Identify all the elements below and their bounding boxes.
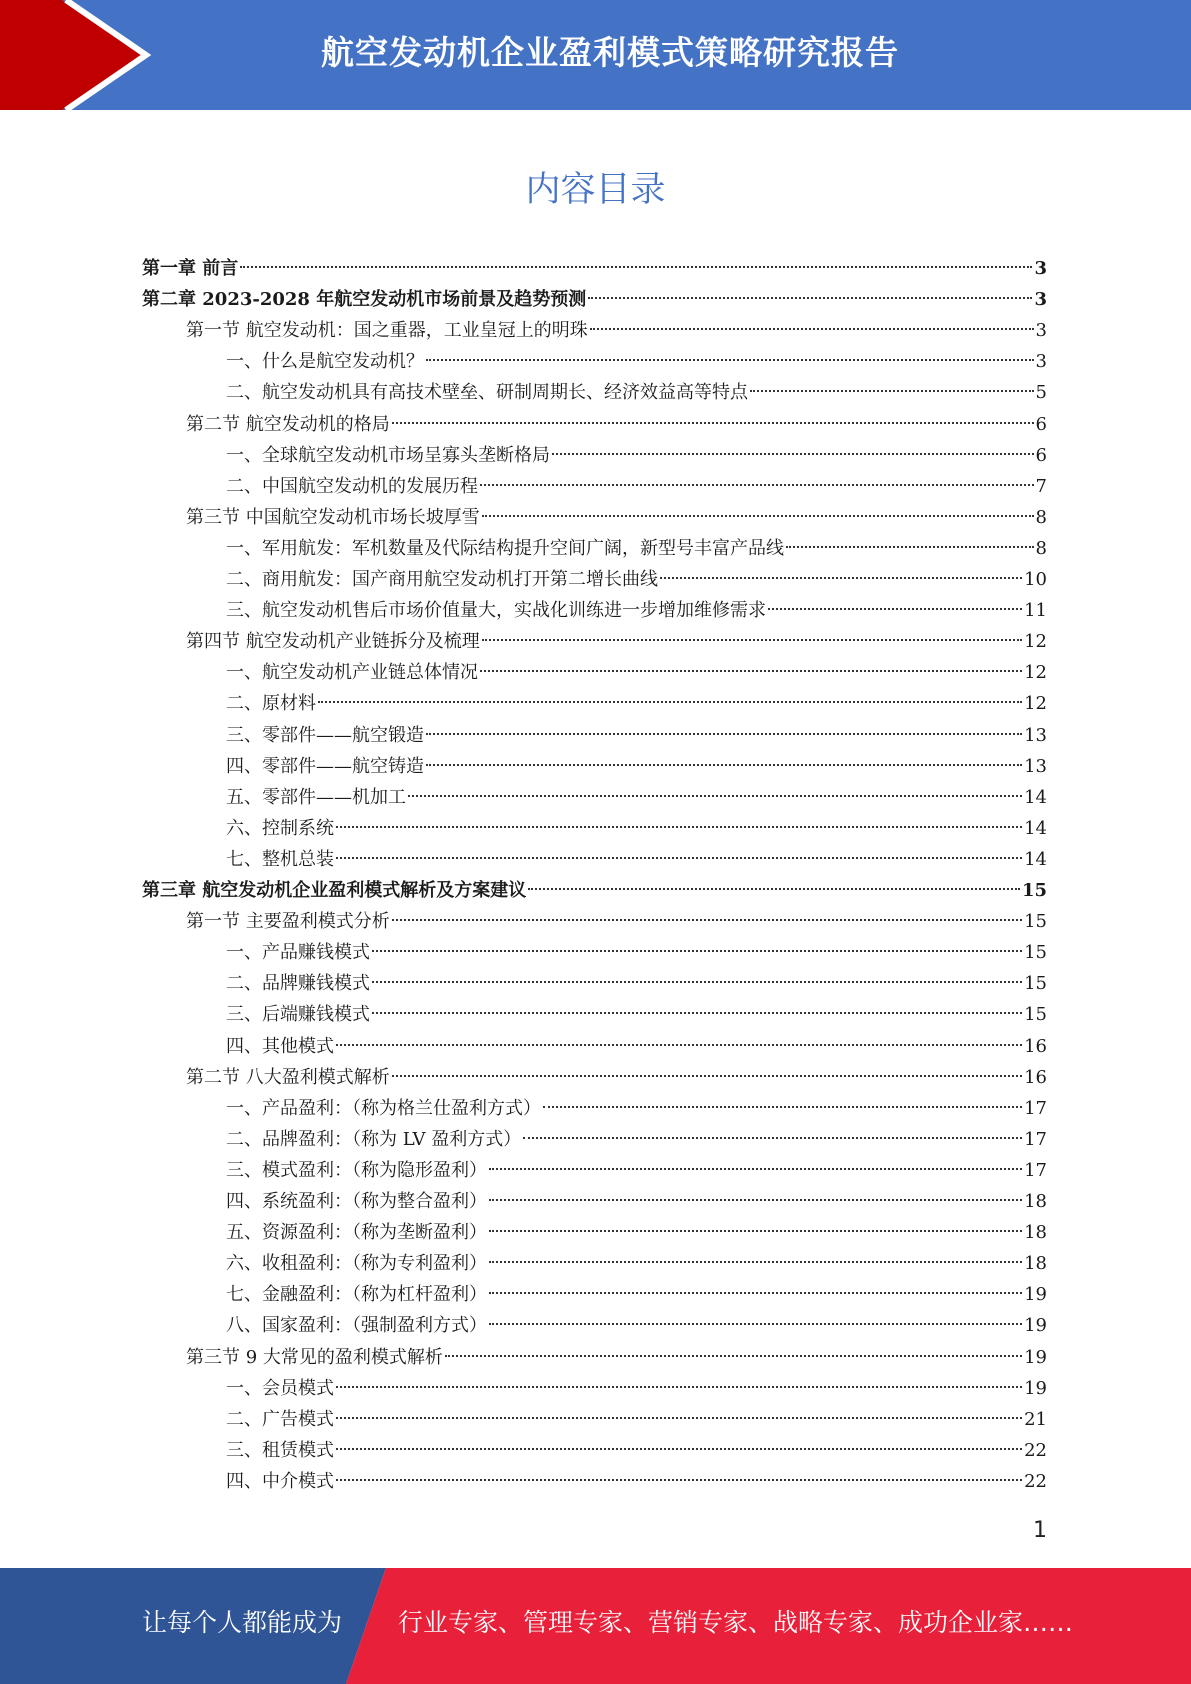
toc-entry-page: 8 (1035, 507, 1047, 528)
toc-entry-title: 第二节 八大盈利模式解析 (186, 1067, 390, 1088)
page-number: 1 (1033, 1518, 1047, 1543)
toc-leader-dots (336, 857, 1022, 859)
toc-entry[interactable] (226, 999, 1047, 1030)
toc-entry[interactable] (226, 1217, 1047, 1248)
toc-leader-dots (489, 1230, 1022, 1232)
toc-leader-dots (480, 484, 1034, 486)
toc-leader-dots (426, 359, 1034, 361)
toc-entry-title: 七、整机总装 (226, 849, 334, 870)
toc-entry[interactable] (226, 346, 1047, 377)
footer-slogan-left: 让每个人都能成为 (142, 1608, 343, 1637)
toc-entry-page: 12 (1024, 662, 1047, 683)
toc-leader-dots (489, 1323, 1022, 1325)
toc-entry-title: 第二章 2023-2028 年航空发动机市场前景及趋势预测 (142, 289, 587, 310)
toc-entry[interactable] (226, 1031, 1047, 1062)
toc-entry-page: 3 (1034, 289, 1047, 310)
toc-leader-dots (372, 981, 1022, 983)
toc-entry[interactable] (226, 440, 1047, 471)
toc-entry-page: 15 (1021, 880, 1047, 901)
toc-entry[interactable] (226, 1404, 1047, 1435)
toc-entry-page: 15 (1024, 1004, 1047, 1025)
toc-entry-title: 第一节 航空发动机：国之重器，工业皇冠上的明珠 (186, 320, 588, 341)
toc-entry-title: 七、金融盈利：（称为杠杆盈利） (226, 1284, 487, 1305)
toc-entry-title: 第一章 前言 (142, 258, 239, 279)
toc-entry[interactable] (186, 502, 1047, 533)
toc-entry[interactable] (226, 1310, 1047, 1341)
header-banner (0, 0, 1191, 110)
toc-entry-title: 第四节 航空发动机产业链拆分及梳理 (186, 631, 480, 652)
toc-entry-page: 16 (1024, 1036, 1047, 1057)
toc-entry[interactable] (186, 1062, 1047, 1093)
toc-entry-page: 14 (1024, 787, 1047, 808)
toc-leader-dots (552, 453, 1034, 455)
toc-entry-title: 二、品牌盈利：（称为 LV 盈利方式） (226, 1129, 522, 1150)
toc-entry[interactable] (226, 782, 1047, 813)
toc-entry-title: 三、租赁模式 (226, 1440, 334, 1461)
toc-entry[interactable] (226, 1186, 1047, 1217)
toc-entry-page: 8 (1035, 538, 1047, 559)
toc-leader-dots (336, 1417, 1022, 1419)
toc-entry-page: 22 (1024, 1440, 1047, 1461)
toc-leader-dots (543, 1106, 1022, 1108)
toc-entry-page: 15 (1024, 942, 1047, 963)
toc-entry[interactable] (186, 626, 1047, 657)
toc-entry-title: 五、零部件——机加工 (226, 787, 406, 808)
toc-entry-page: 19 (1024, 1315, 1047, 1336)
toc-entry-page: 12 (1024, 693, 1047, 714)
toc-leader-dots (489, 1168, 1022, 1170)
toc-entry-title: 八、国家盈利：（强制盈利方式） (226, 1315, 487, 1336)
toc-entry-title: 五、资源盈利：（称为垄断盈利） (226, 1222, 487, 1243)
toc-leader-dots (489, 1199, 1022, 1201)
toc-entry-title: 第三节 9 大常见的盈利模式解析 (186, 1347, 443, 1368)
toc-entry-page: 19 (1024, 1347, 1047, 1368)
toc-leader-dots (336, 1479, 1022, 1481)
toc-entry-page: 13 (1024, 756, 1047, 777)
toc-entry[interactable] (226, 1373, 1047, 1404)
toc-leader-dots (588, 297, 1032, 299)
toc-entry-page: 15 (1024, 911, 1047, 932)
toc-entry-title: 一、产品盈利：（称为格兰仕盈利方式） (226, 1098, 541, 1119)
toc-leader-dots (392, 1075, 1022, 1077)
toc-entry[interactable] (226, 1466, 1047, 1497)
toc-leader-dots (750, 390, 1034, 392)
toc-leader-dots (392, 422, 1034, 424)
toc-leader-dots (426, 764, 1022, 766)
toc-entry-title: 三、零部件——航空锻造 (226, 725, 424, 746)
toc-entry-title: 四、中介模式 (226, 1471, 334, 1492)
toc-entry-page: 17 (1024, 1098, 1047, 1119)
toc-entry[interactable] (226, 968, 1047, 999)
toc-entry[interactable] (226, 688, 1047, 719)
toc-entry-page: 18 (1024, 1191, 1047, 1212)
report-title: 航空发动机企业盈利模式策略研究报告 (321, 33, 899, 72)
toc-entry-title: 六、收租盈利：（称为专利盈利） (226, 1253, 487, 1274)
toc-entry[interactable] (142, 875, 1047, 906)
toc-entry-title: 三、模式盈利：（称为隐形盈利） (226, 1160, 487, 1181)
toc-entry[interactable] (226, 844, 1047, 875)
toc-entry[interactable] (186, 1342, 1047, 1373)
toc-entry-title: 四、其他模式 (226, 1036, 334, 1057)
toc-entry-title: 三、后端赚钱模式 (226, 1004, 370, 1025)
toc-leader-dots (768, 608, 1022, 610)
toc-entry-page: 10 (1024, 569, 1047, 590)
toc-leader-dots (392, 919, 1022, 921)
toc-leader-dots (336, 1386, 1022, 1388)
toc-leader-dots (240, 266, 1032, 268)
toc-entry-page: 5 (1035, 382, 1047, 403)
toc-entry-page: 17 (1024, 1160, 1047, 1181)
toc-entry-page: 6 (1035, 414, 1047, 435)
toc-entry-title: 二、航空发动机具有高技术壁垒、研制周期长、经济效益高等特点 (226, 382, 748, 403)
toc-entry[interactable] (226, 471, 1047, 502)
toc-entry[interactable] (186, 315, 1047, 346)
toc-entry-title: 一、产品赚钱模式 (226, 942, 370, 963)
toc-entry-page: 14 (1024, 849, 1047, 870)
toc-entry-page: 3 (1035, 351, 1047, 372)
toc-leader-dots (426, 733, 1022, 735)
toc-entry-title: 一、全球航空发动机市场呈寡头垄断格局 (226, 445, 550, 466)
toc-entry[interactable] (226, 751, 1047, 782)
toc-leader-dots (480, 670, 1022, 672)
footer-banner (0, 1568, 1191, 1684)
toc-entry-title: 四、零部件——航空铸造 (226, 756, 424, 777)
toc-leader-dots (336, 1044, 1022, 1046)
toc-entry[interactable] (226, 1155, 1047, 1186)
toc-entry-page: 16 (1024, 1067, 1047, 1088)
toc-entry-page: 13 (1024, 725, 1047, 746)
toc-entry-page: 18 (1024, 1253, 1047, 1274)
toc-leader-dots (336, 826, 1022, 828)
toc-entry[interactable] (226, 1248, 1047, 1279)
toc-entry-title: 一、什么是航空发动机？ (226, 351, 424, 372)
toc-entry-title: 一、航空发动机产业链总体情况 (226, 662, 478, 683)
toc-entry[interactable] (226, 1279, 1047, 1310)
toc-entry-page: 15 (1024, 973, 1047, 994)
toc-entry-title: 第二节 航空发动机的格局 (186, 414, 390, 435)
toc-leader-dots (660, 577, 1022, 579)
toc-entry-page: 3 (1034, 258, 1047, 279)
toc-leader-dots (523, 1137, 1022, 1139)
toc-leader-dots (786, 546, 1034, 548)
toc-leader-dots (372, 1012, 1022, 1014)
toc-leader-dots (590, 328, 1034, 330)
toc-entry-page: 7 (1035, 476, 1047, 497)
toc-entry-title: 三、航空发动机售后市场价值量大，实战化训练进一步增加维修需求 (226, 600, 766, 621)
toc-entry[interactable] (186, 906, 1047, 937)
toc-entry-page: 6 (1035, 445, 1047, 466)
toc-heading: 内容目录 (525, 170, 666, 210)
toc-entry-title: 六、控制系统 (226, 818, 334, 839)
toc-leader-dots (318, 701, 1022, 703)
toc-entry[interactable] (226, 1093, 1047, 1124)
toc-leader-dots (372, 950, 1022, 952)
toc-entry[interactable] (226, 813, 1047, 844)
toc-leader-dots (482, 515, 1034, 517)
toc-entry[interactable] (186, 409, 1047, 440)
toc-entry[interactable] (226, 595, 1047, 626)
toc-entry-title: 二、广告模式 (226, 1409, 334, 1430)
header-arrow-decoration (0, 0, 160, 110)
toc-entry-page: 3 (1035, 320, 1047, 341)
toc-entry[interactable] (142, 253, 1047, 284)
toc-entry-page: 19 (1024, 1284, 1047, 1305)
toc-leader-dots (482, 639, 1022, 641)
toc-entry[interactable] (226, 937, 1047, 968)
toc-leader-dots (528, 888, 1020, 890)
toc-entry-title: 二、品牌赚钱模式 (226, 973, 370, 994)
toc-entry[interactable] (226, 564, 1047, 595)
toc-leader-dots (489, 1261, 1022, 1263)
toc-leader-dots (336, 1448, 1022, 1450)
toc-entry-title: 一、会员模式 (226, 1378, 334, 1399)
toc-entry[interactable] (226, 657, 1047, 688)
toc-entry-title: 第三节 中国航空发动机市场长坡厚雪 (186, 507, 480, 528)
toc-entry-page: 19 (1024, 1378, 1047, 1399)
toc-leader-dots (489, 1292, 1022, 1294)
toc-entry-title: 第一节 主要盈利模式分析 (186, 911, 390, 932)
toc-entry-page: 17 (1024, 1129, 1047, 1150)
toc-entry-title: 一、军用航发：军机数量及代际结构提升空间广阔，新型号丰富产品线 (226, 538, 784, 559)
toc-entry[interactable] (226, 1124, 1047, 1155)
toc-entry-title: 二、商用航发：国产商用航空发动机打开第二增长曲线 (226, 569, 658, 590)
toc-entry-title: 四、系统盈利：（称为整合盈利） (226, 1191, 487, 1212)
toc-leader-dots (445, 1355, 1022, 1357)
toc-entry-title: 第三章 航空发动机企业盈利模式解析及方案建议 (142, 880, 527, 901)
toc-entry[interactable] (226, 1435, 1047, 1466)
toc-entry-page: 18 (1024, 1222, 1047, 1243)
toc-entry-page: 11 (1024, 600, 1047, 621)
toc-entry-page: 22 (1024, 1471, 1047, 1492)
toc-leader-dots (408, 795, 1022, 797)
toc-entry-page: 14 (1024, 818, 1047, 839)
toc-entry[interactable] (142, 284, 1047, 315)
toc-entry-title: 二、原材料 (226, 693, 316, 714)
toc-entry-title: 二、中国航空发动机的发展历程 (226, 476, 478, 497)
toc-entry-page: 12 (1024, 631, 1047, 652)
toc-entry-page: 21 (1024, 1409, 1047, 1430)
toc-entry[interactable] (226, 533, 1047, 564)
footer-slogan-right: 行业专家、管理专家、营销专家、战略专家、成功企业家…… (398, 1608, 1074, 1637)
toc-entry[interactable] (226, 377, 1047, 408)
toc-entry[interactable] (226, 720, 1047, 751)
